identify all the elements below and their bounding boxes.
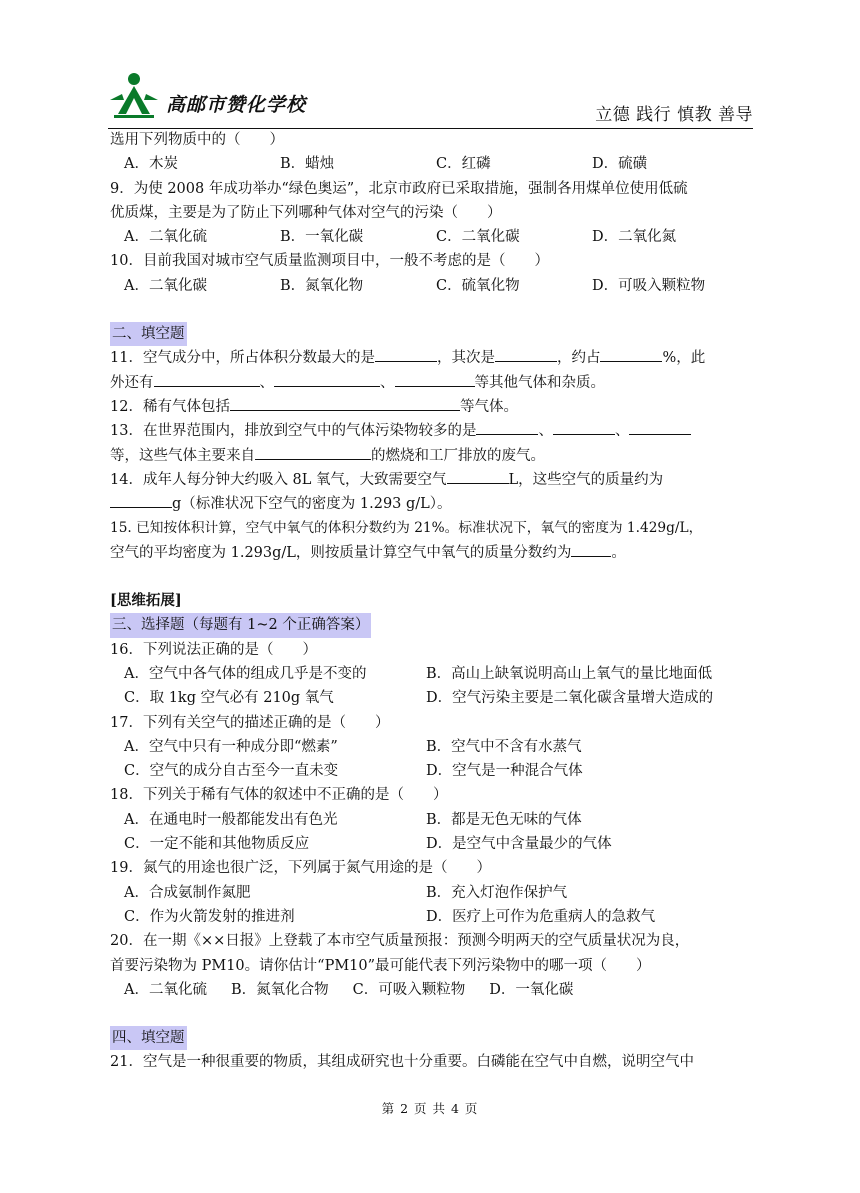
school-name: 高邮市赞化学校 bbox=[166, 94, 307, 116]
question-16-options-row-1 bbox=[110, 662, 753, 686]
blank[interactable] bbox=[495, 346, 557, 362]
option-a: A．空气中只有一种成分即“燃素” bbox=[124, 738, 338, 755]
blank[interactable] bbox=[600, 346, 662, 362]
question-19-stem: 19．氮气的用途也很广泛，下列属于氮气用途的是（ ） bbox=[110, 860, 491, 877]
question-21-stem: 21．空气是一种很重要的物质，其组成研究也十分重要。白磷能在空气中自燃，说明空气中 bbox=[110, 1054, 694, 1071]
option-b: B．空气中不含有水蒸气 bbox=[426, 738, 582, 755]
question-17-stem: 17．下列有关空气的描述正确的是（ ） bbox=[110, 714, 390, 731]
option-a: A．二氧化硫 bbox=[124, 981, 207, 998]
question-20-options bbox=[110, 978, 753, 1002]
section-3-title: 三、选择题（每题有 1~2 个正确答案） bbox=[110, 613, 371, 637]
option-d: D．一氧化碳 bbox=[489, 981, 574, 998]
option-c: C．红磷 bbox=[436, 156, 491, 173]
question-17-options-row-2 bbox=[110, 759, 753, 783]
section-2-title: 二、填空题 bbox=[110, 322, 187, 346]
option-c: C．可吸入颗粒物 bbox=[352, 981, 466, 998]
question-19-options-row-2 bbox=[110, 905, 753, 929]
option-b: B．高山上缺氧说明高山上氧气的量比地面低 bbox=[426, 665, 713, 682]
option-b: B．氮氧化合物 bbox=[230, 981, 329, 998]
option-c: C．二氧化碳 bbox=[436, 229, 520, 246]
blank[interactable] bbox=[571, 541, 611, 557]
blank[interactable] bbox=[395, 371, 475, 387]
question-9-stem-2: 优质煤，主要是为了防止下列哪种气体对空气的污染（ ） bbox=[110, 204, 502, 221]
option-a: A．木炭 bbox=[124, 156, 178, 173]
option-b: B．蜡烛 bbox=[280, 156, 335, 173]
blank[interactable] bbox=[255, 444, 371, 460]
extension-title: [思维拓展] bbox=[110, 592, 182, 610]
question-13: 13．在世界范围内，排放到空气中的气体污染物较多的是 、 、 bbox=[110, 419, 753, 443]
option-a: A．在通电时一般都能发出有色光 bbox=[124, 811, 338, 828]
option-a: A．合成氨制作氮肥 bbox=[124, 884, 251, 901]
option-c: C．取 1kg 空气必有 210g 氧气 bbox=[124, 690, 334, 707]
blank[interactable] bbox=[274, 371, 380, 387]
blank[interactable] bbox=[476, 419, 538, 435]
question-20-stem-2: 首要污染物为 PM10。请你估计“PM10”最可能代表下列污染物中的哪一项（ ） bbox=[110, 957, 651, 974]
school-motto: 立德 践行 慎教 善导 bbox=[595, 105, 753, 125]
question-18-options-row-1 bbox=[110, 808, 753, 832]
option-d: D．医疗上可作为危重病人的急救气 bbox=[426, 908, 656, 925]
option-c: C．作为火箭发射的推进剂 bbox=[124, 908, 295, 925]
question-15-line-2: 空气的平均密度为 1.293g/L，则按质量计算空气中氧气的质量分数约为 。 bbox=[110, 541, 753, 565]
page-header bbox=[108, 66, 753, 129]
question-10-options bbox=[110, 274, 753, 298]
document-body bbox=[110, 128, 753, 1075]
option-d: D．二氧化氮 bbox=[592, 229, 677, 246]
question-19-options-row-1 bbox=[110, 881, 753, 905]
question-20-stem-1: 20．在一期《××日报》上登载了本市空气质量预报：预测今明两天的空气质量状况为良， bbox=[110, 933, 690, 950]
blank[interactable] bbox=[553, 419, 615, 435]
question-10-stem: 10．目前我国对城市空气质量监测项目中，一般不考虑的是（ ） bbox=[110, 253, 549, 270]
question-11: 11．空气成分中，所占体积分数最大的是 ，其次是 ，约占 %，此 bbox=[110, 346, 753, 370]
option-a: A．二氧化碳 bbox=[124, 277, 207, 294]
question-15-line-1: 15. 已知按体积计算，空气中氧气的体积分数约为 21%。标准状况下，氧气的密度为 1.429g/L， bbox=[110, 520, 703, 537]
question-16-stem: 16．下列说法正确的是（ ） bbox=[110, 641, 317, 658]
question-8-stem: 选用下列物质中的（ ） bbox=[110, 132, 284, 148]
question-14-cont: g（标准状况下空气的密度为 1.293 g/L）。 bbox=[110, 492, 753, 516]
option-d: D．可吸入颗粒物 bbox=[592, 277, 706, 294]
option-d: D．是空气中含量最少的气体 bbox=[426, 836, 612, 853]
question-12: 12．稀有气体包括 等气体。 bbox=[110, 395, 753, 419]
blank[interactable] bbox=[230, 395, 460, 411]
option-d: D．空气是一种混合气体 bbox=[426, 763, 583, 780]
blank[interactable] bbox=[375, 346, 437, 362]
question-11-cont: 外还有 、 、 等其他气体和杂质。 bbox=[110, 371, 753, 395]
question-18-stem: 18．下列关于稀有气体的叙述中不正确的是（ ） bbox=[110, 787, 448, 804]
question-8-options bbox=[110, 152, 753, 176]
option-b: B．充入灯泡作保护气 bbox=[426, 884, 568, 901]
blank[interactable] bbox=[154, 371, 260, 387]
question-14: 14．成年人每分钟大约吸入 8L 氧气，大致需要空气 L，这些空气的质量约为 bbox=[110, 468, 753, 492]
option-d: D．空气污染主要是二氧化碳含量增大造成的 bbox=[426, 690, 714, 707]
option-a: A．空气中各气体的组成几乎是不变的 bbox=[124, 665, 367, 682]
option-b: B．都是无色无味的气体 bbox=[426, 811, 582, 828]
option-c: C．硫氧化物 bbox=[436, 277, 520, 294]
question-9-stem-1: 9．为使 2008 年成功举办“绿色奥运”，北京市政府已采取措施，强制各用煤单位使用低硫 bbox=[110, 180, 688, 197]
school-logo-icon bbox=[108, 70, 160, 120]
blank[interactable] bbox=[629, 419, 691, 435]
page-footer: 第 2 页 共 4 页 bbox=[381, 1101, 479, 1116]
option-c: C．一定不能和其他物质反应 bbox=[124, 836, 310, 853]
option-b: B．一氧化碳 bbox=[280, 229, 364, 246]
question-13-cont: 等，这些气体主要来自 的燃烧和工厂排放的废气。 bbox=[110, 444, 753, 468]
blank[interactable] bbox=[447, 468, 509, 484]
question-18-options-row-2 bbox=[110, 832, 753, 856]
question-9-options bbox=[110, 225, 753, 249]
blank[interactable] bbox=[110, 492, 172, 508]
option-d: D．硫磺 bbox=[592, 156, 648, 173]
question-17-options-row-1 bbox=[110, 735, 753, 759]
option-c: C．空气的成分自古至今一直未变 bbox=[124, 763, 339, 780]
section-4-title: 四、填空题 bbox=[110, 1026, 187, 1050]
option-a: A．二氧化硫 bbox=[124, 229, 207, 246]
option-b: B．氮氧化物 bbox=[280, 277, 364, 294]
question-16-options-row-2 bbox=[110, 686, 753, 710]
